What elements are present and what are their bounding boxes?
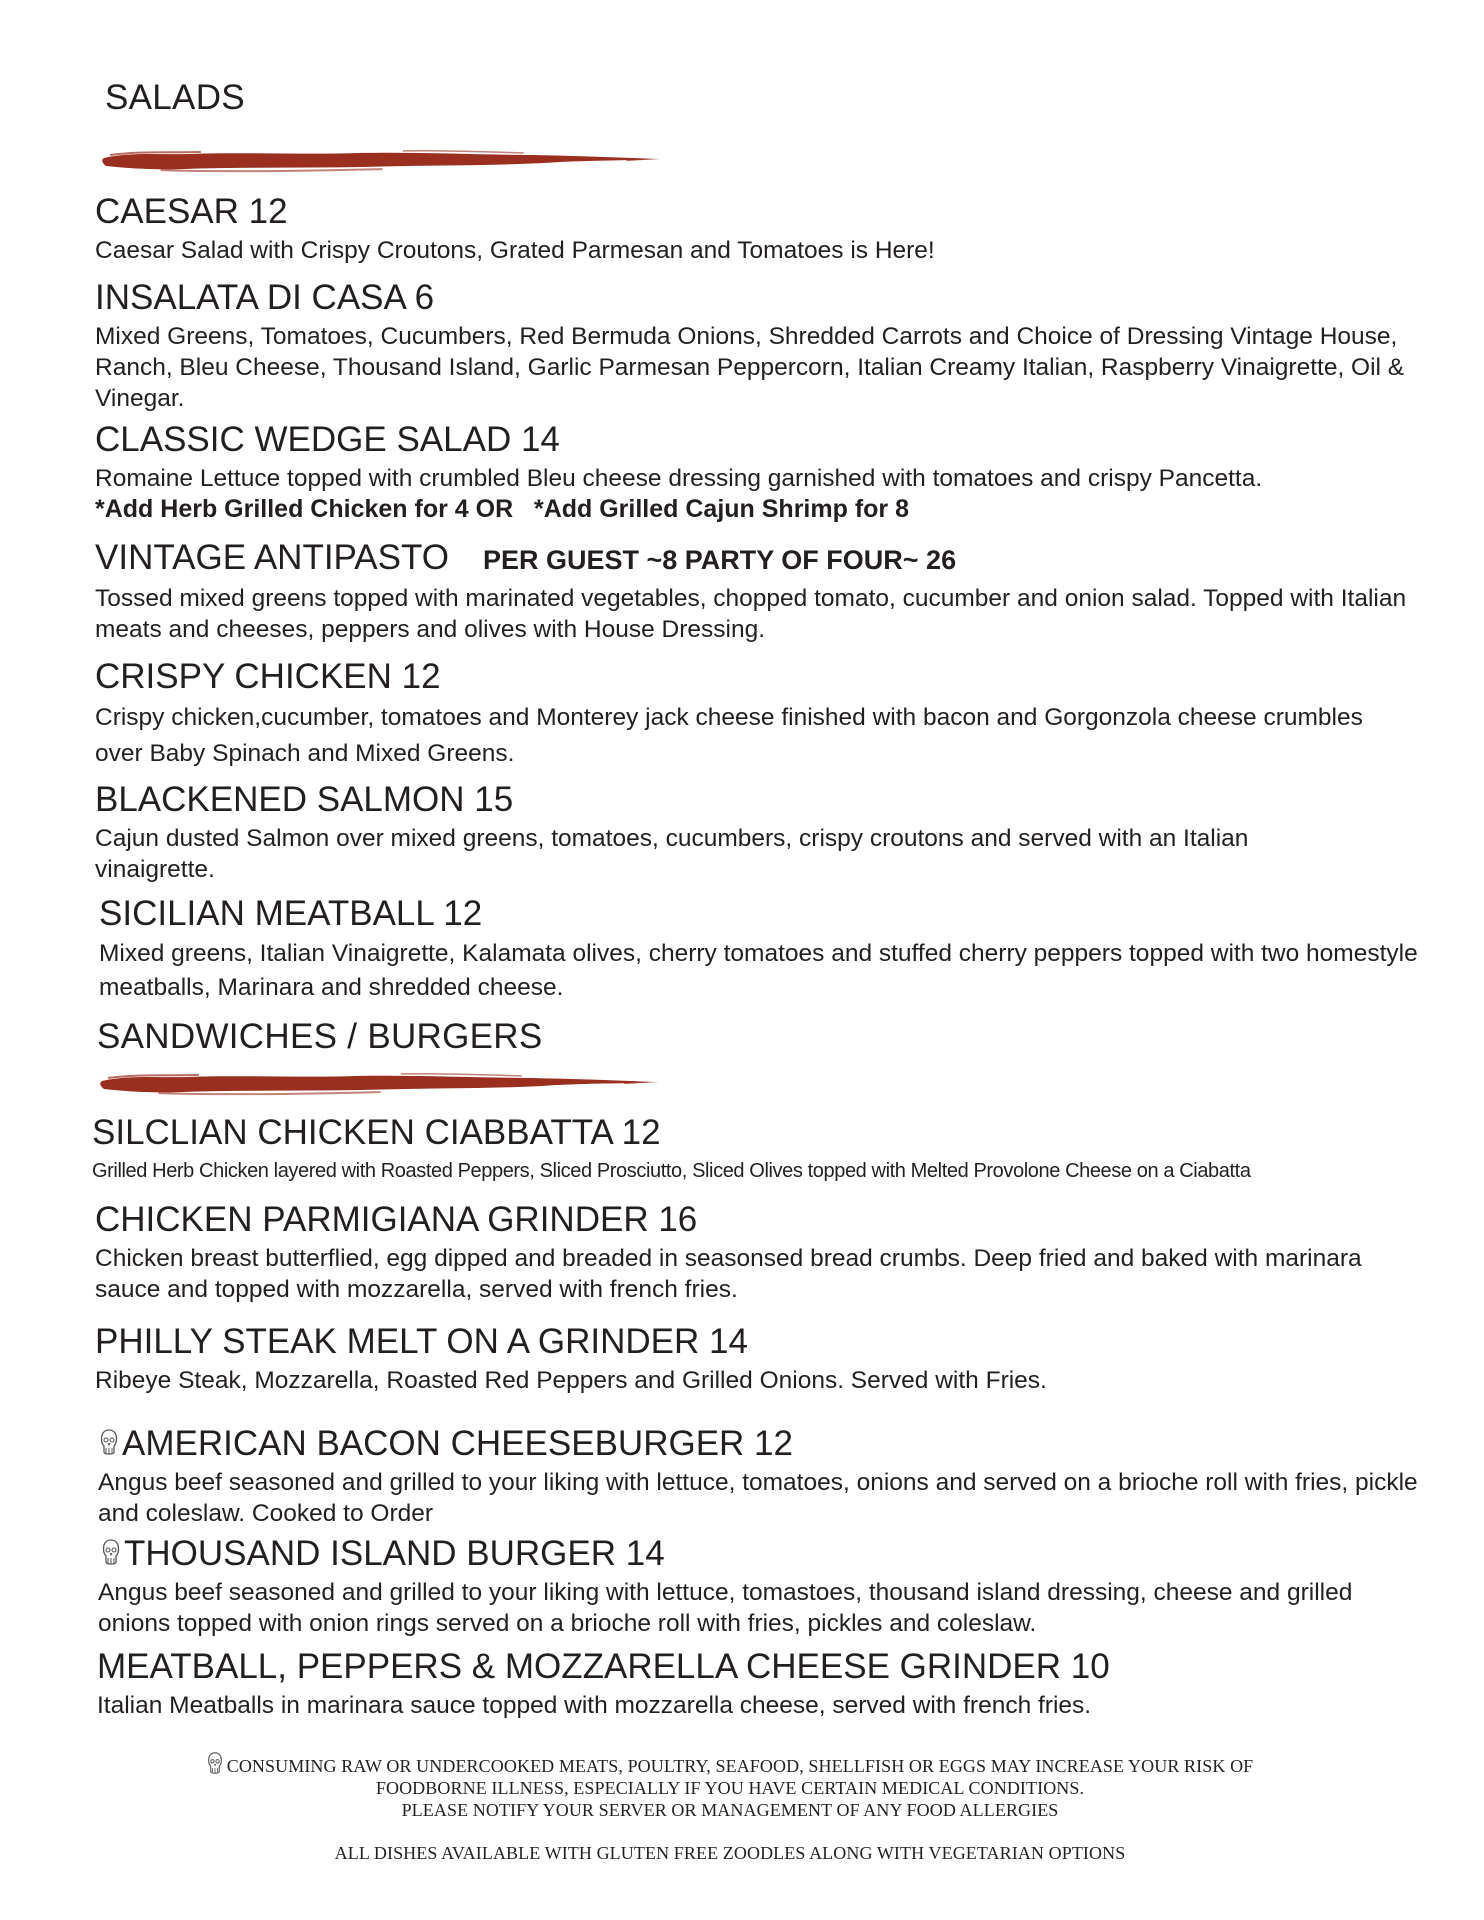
- brush-divider-salads: [100, 145, 665, 177]
- item-name: INSALATA DI CASA 6: [95, 278, 435, 317]
- footer-gluten-free-note: ALL DISHES AVAILABLE WITH GLUTEN FREE ZOODLES ALONG WITH VEGETARIAN OPTIONS: [334, 1843, 1126, 1863]
- item-name: BLACKENED SALMON 15: [95, 780, 514, 819]
- footer-warning-text: CONSUMING RAW OR UNDERCOOKED MEATS, POULTRY, SEAFOOD, SHELLFISH OR EGGS MAY INCREASE YOUR RISK OF: [226, 1756, 1254, 1776]
- raw-warning-icon: [102, 1539, 120, 1565]
- item-description: Romaine Lettuce topped with crumbled Bleu cheese dressing garnished with tomatoes and crispy Pancetta.: [95, 465, 1263, 492]
- footer-warning: [120, 1752, 1340, 1821]
- item-name: CHICKEN PARMIGIANA GRINDER 16: [95, 1200, 698, 1239]
- item-description: Caesar Salad with Crispy Croutons, Grated Parmesan and Tomatoes is Here!: [95, 237, 935, 264]
- item-name: AMERICAN BACON CHEESEBURGER 12: [122, 1424, 793, 1463]
- item-name: SICILIAN MEATBALL 12: [99, 894, 483, 933]
- menu-item-crispy-chicken: [95, 657, 1415, 772]
- menu-item-sicilian-meatball: [99, 894, 1419, 1005]
- item-description: Mixed Greens, Tomatoes, Cucumbers, Red Bermuda Onions, Shredded Carrots and Choice of Dressing Vintage House, Ranch, Bleu Cheese, Thousand Island, Garlic Parmesan Peppercorn, Italian Creamy Italian, Raspberry Vinaigrette, Oil & Vinegar.: [95, 323, 1405, 412]
- raw-warning-icon: [100, 1429, 118, 1455]
- item-name-row: [100, 1424, 1420, 1464]
- item-name: PHILLY STEAK MELT ON A GRINDER 14: [95, 1322, 748, 1361]
- section-title-sandwiches-burgers: SANDWICHES / BURGERS: [97, 1017, 543, 1056]
- item-description: Chicken breast butterflied, egg dipped and breaded in seasonsed bread crumbs. Deep fried and baked with marinara sauce and topped with mozzarella, served with french fries.: [95, 1245, 1362, 1303]
- item-description: Italian Meatballs in marinara sauce topped with mozzarella cheese, served with french fries.: [97, 1692, 1092, 1719]
- item-price-note: PER GUEST ~8 PARTY OF FOUR~ 26: [482, 545, 957, 575]
- footer-allergy-line: PLEASE NOTIFY YOUR SERVER OR MANAGEMENT OF ANY FOOD ALLERGIES: [401, 1800, 1059, 1820]
- menu-item-vintage-antipasto: [95, 538, 1415, 645]
- item-name: SILCLIAN CHICKEN CIABBATTA 12: [92, 1113, 661, 1152]
- menu-item-insalata-di-casa: [95, 278, 1415, 414]
- brush-divider-sandwiches: [98, 1068, 663, 1100]
- item-add-on-note: *Add Herb Grilled Chicken for 4 OR *Add Grilled Cajun Shrimp for 8: [95, 495, 910, 523]
- item-description: Grilled Herb Chicken layered with Roasted Peppers, Sliced Prosciutto, Sliced Olives topped with Melted Provolone Cheese on a Ciabatta: [92, 1160, 1251, 1182]
- item-description: Angus beef seasoned and grilled to your liking with lettuce, tomastoes, thousand island dressing, cheese and grilled onions topped with onion rings served on a brioche roll with fries, pickles and coleslaw.: [98, 1579, 1353, 1637]
- item-name-row: [95, 538, 1415, 580]
- menu-item-silclian-chicken-ciabbatta: [92, 1113, 1412, 1187]
- item-description: Mixed greens, Italian Vinaigrette, Kalamata olives, cherry tomatoes and stuffed cherry peppers topped with two homestyle meatballs, Marinara and shredded cheese.: [99, 940, 1418, 1001]
- item-name: CLASSIC WEDGE SALAD 14: [95, 420, 560, 459]
- menu-item-philly-steak-melt: [95, 1322, 1415, 1396]
- raw-warning-icon: [207, 1752, 223, 1774]
- item-description: Tossed mixed greens topped with marinated vegetables, chopped tomato, cucumber and onion salad. Topped with Italian meats and cheeses, peppers and olives with House Dressing.: [95, 585, 1407, 643]
- menu-item-american-bacon-cheeseburger: [100, 1424, 1420, 1529]
- menu-item-chicken-parmigiana-grinder: [95, 1200, 1415, 1305]
- item-name-row: [102, 1534, 1422, 1574]
- item-name: THOUSAND ISLAND BURGER 14: [124, 1534, 665, 1573]
- item-description: Cajun dusted Salmon over mixed greens, tomatoes, cucumbers, crispy croutons and served with an Italian vinaigrette.: [95, 825, 1249, 883]
- menu-item-classic-wedge-salad: [95, 420, 1415, 525]
- item-name: MEATBALL, PEPPERS & MOZZARELLA CHEESE GRINDER 10: [97, 1647, 1110, 1686]
- menu-item-caesar: [95, 192, 1415, 266]
- item-name: CRISPY CHICKEN 12: [95, 657, 441, 696]
- item-name: CAESAR 12: [95, 192, 288, 231]
- item-description: Angus beef seasoned and grilled to your liking with lettuce, tomatoes, onions and served on a brioche roll with fries, pickle and coleslaw. Cooked to Order: [98, 1469, 1418, 1527]
- footer-warning-line-2: FOODBORNE ILLNESS, ESPECIALLY IF YOU HAVE CERTAIN MEDICAL CONDITIONS.: [375, 1778, 1085, 1798]
- footer-warning-line-1: [120, 1752, 1340, 1777]
- item-description: Ribeye Steak, Mozzarella, Roasted Red Peppers and Grilled Onions. Served with Fries.: [95, 1367, 1047, 1394]
- menu-item-blackened-salmon: [95, 780, 1415, 885]
- menu-item-thousand-island-burger: [98, 1534, 1422, 1639]
- section-title-salads: SALADS: [105, 78, 245, 117]
- item-description: Crispy chicken,cucumber, tomatoes and Monterey jack cheese finished with bacon and Gorgonzola cheese crumbles over Baby Spinach and Mixed Greens.: [95, 704, 1363, 767]
- menu-item-meatball-peppers-mozzarella-grinder: [97, 1647, 1417, 1721]
- item-name: VINTAGE ANTIPASTO: [95, 538, 449, 577]
